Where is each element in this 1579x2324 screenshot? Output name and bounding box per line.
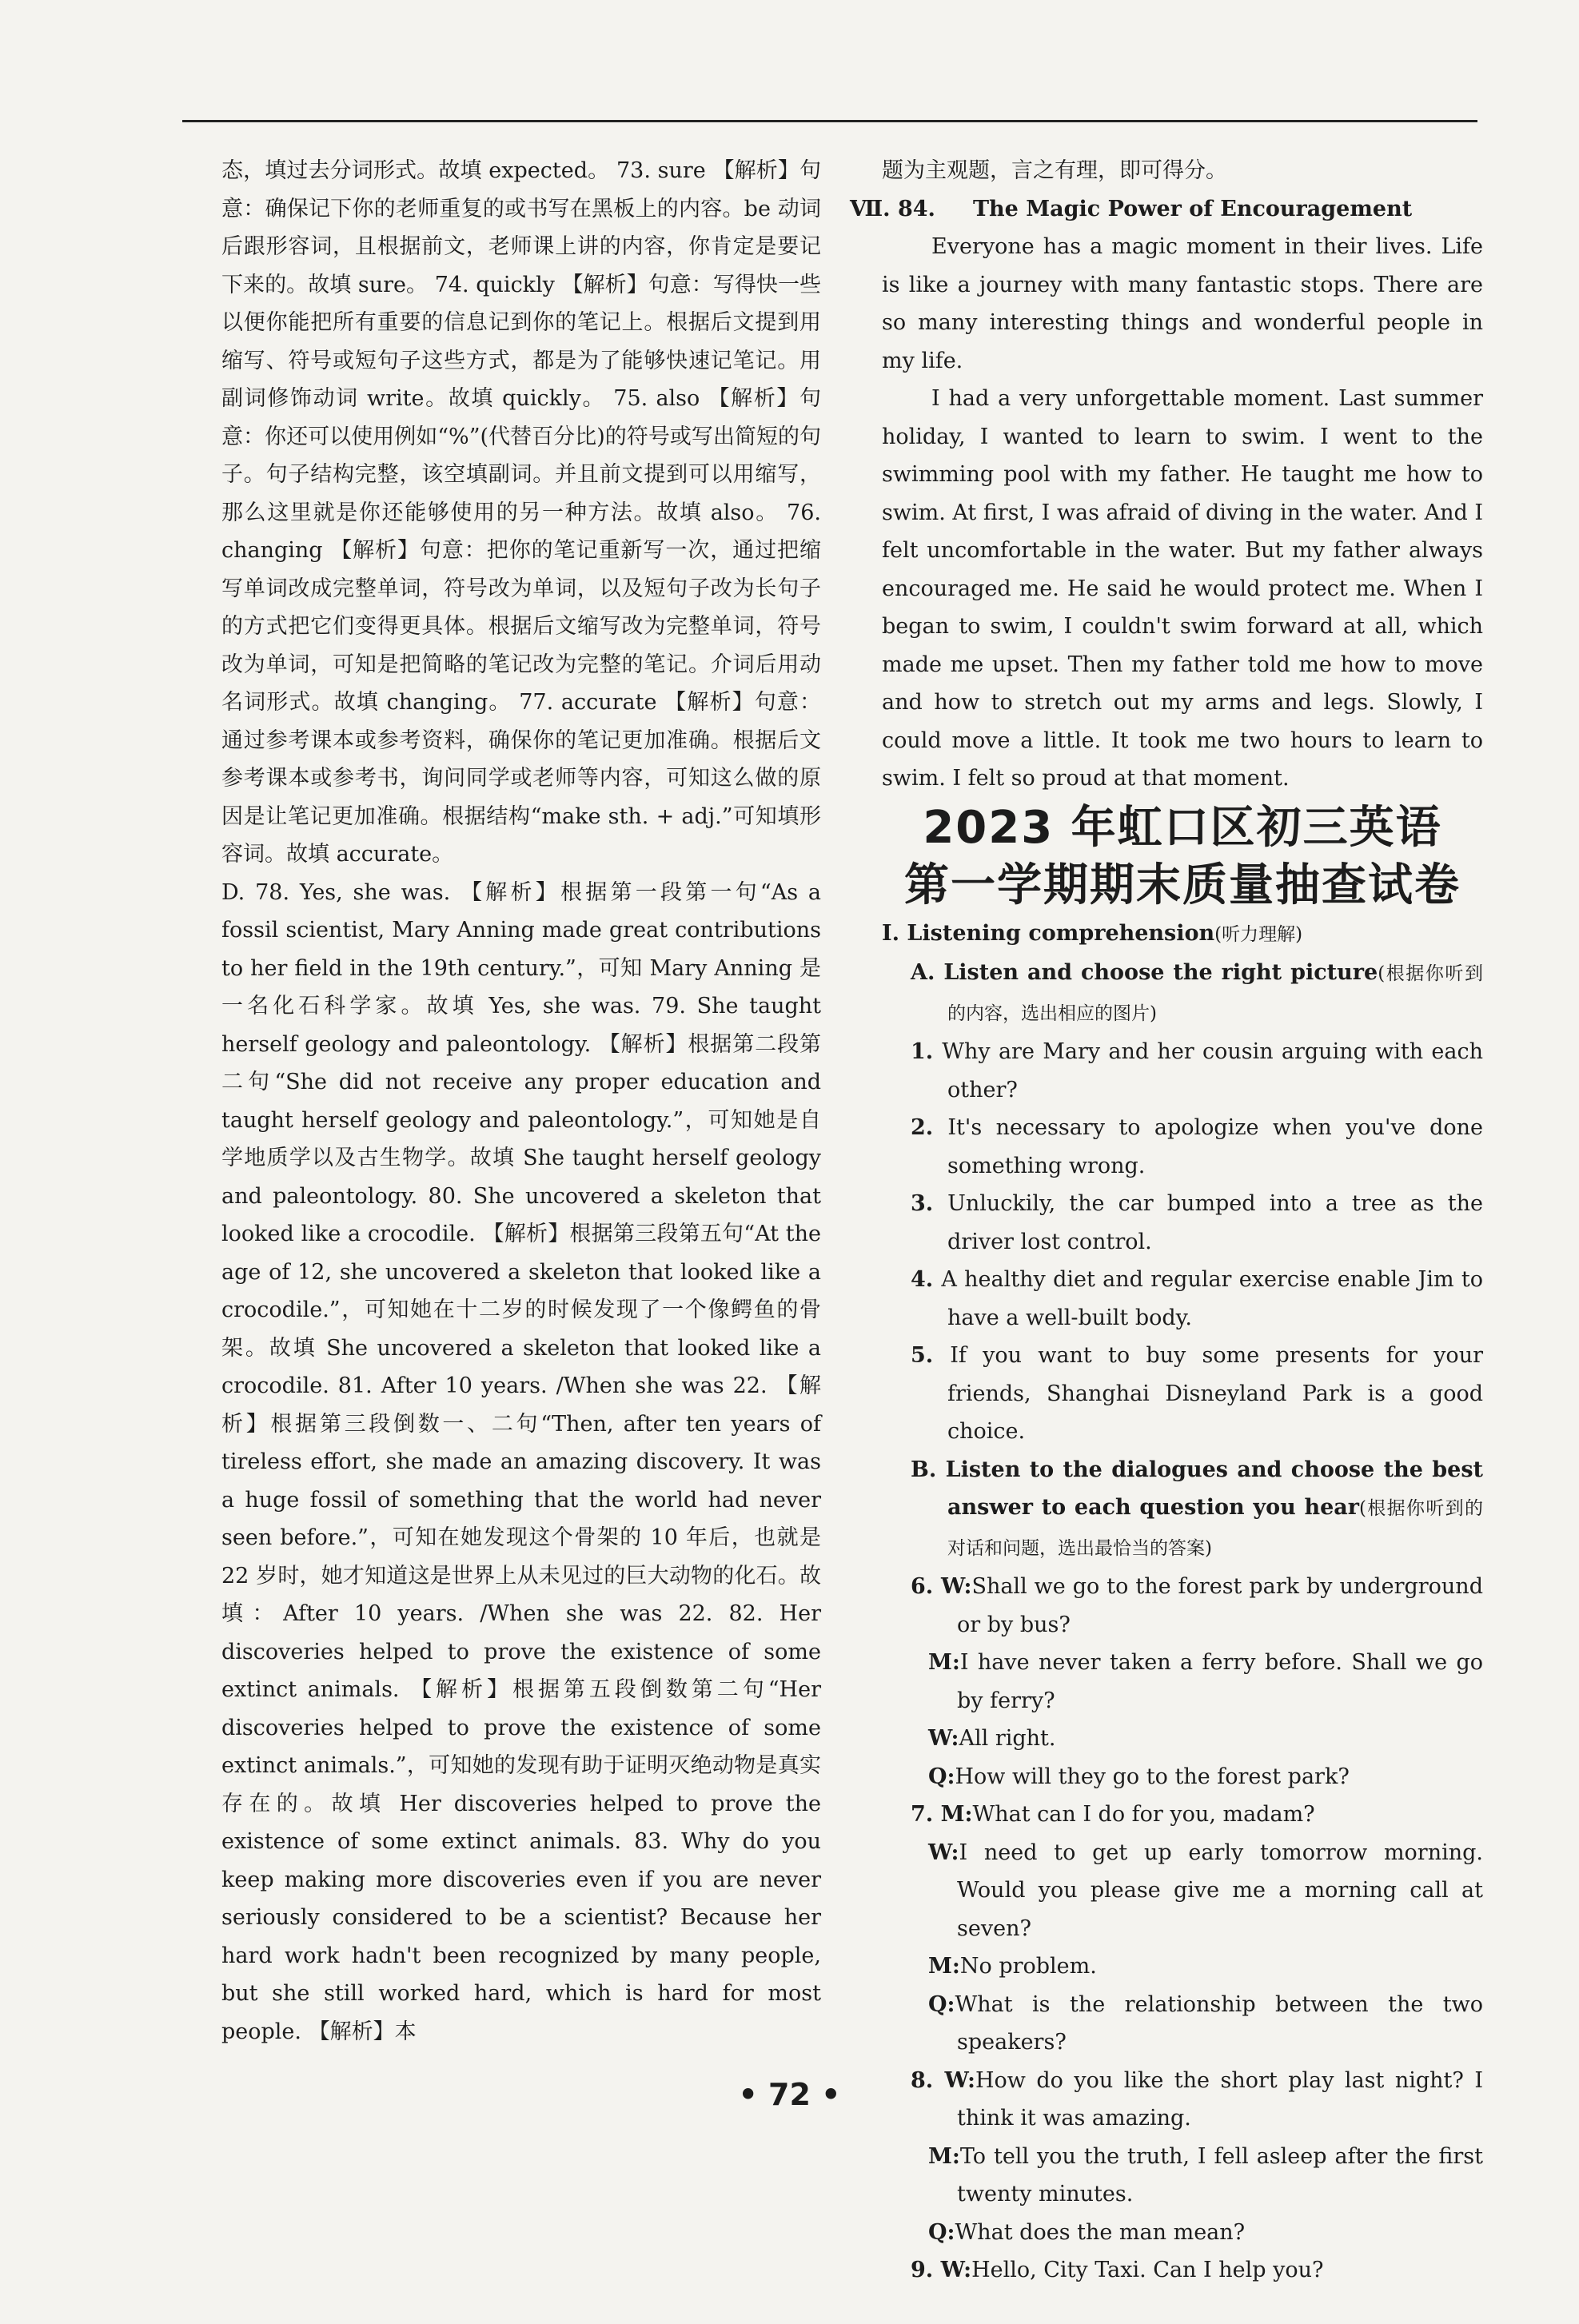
speaker-label: M: xyxy=(928,1954,960,1979)
question-text: A healthy diet and regular exercise enable Jim to have a well-built body. xyxy=(941,1267,1483,1330)
dialogue-line xyxy=(882,2251,1483,2290)
dialogue-line xyxy=(882,1568,1483,1644)
speaker-label: W: xyxy=(928,1726,959,1751)
part-a-heading: A. Listen and choose the right picture(根据你听到的内容，选出相应的图片) xyxy=(911,960,1484,1024)
dialogue-number: 8. xyxy=(911,2067,945,2093)
speaker-label: W: xyxy=(928,1840,959,1865)
dialogue-text: I need to get up early tomorrow morning. Would you please give me a morning call at seven? xyxy=(957,1840,1483,1941)
part-a-list xyxy=(882,1033,1483,1451)
essay-paragraph: I had a very unforgettable moment. Last summer holiday, I wanted to learn to swim. I went to the swimming pool with my father. He taught me how to swim. At first, I was afraid of diving in the water. And I felt uncomfortable in the water. But my father always encouraged me. He said he would protect me. When I began to swim, I couldn't swim forward at all, which made me upset. Then my father told me how to move and how to stretch out my arms and legs. Slowly, I could move a little. It took me two hours to learn to swim. I felt so proud at that moment. xyxy=(882,386,1483,791)
dialogue-text: How will they go to the forest park? xyxy=(955,1764,1350,1789)
question-item xyxy=(882,1337,1483,1451)
answer-explanations-c: 态，填过去分词形式。故填 expected。 73. sure 【解析】句意：确保记下你的老师重复的或书写在黑板上的内容。be 动词后跟形容词，且根据前文，老师课上讲的内容，你肯定是要记下来的。故填 sure。 74. quickly 【解析】句意：写得快一些以便你能把所有重要的信息记到你的笔记上。根据后文提到用缩写、符号或短句子这些方式，都是为了能够快速记笔记。用副词修饰动词 write。故填 quickly。 75. also 【解析】句意：你还可以使用例如“%”(代替百分比)的符号或写出简短的句子。句子结构完整，该空填副词。并且前文提到可以用缩写，那么这里就是你还能够使用的另一种方法。故填 also。 76. changing 【解析】句意：把你的笔记重新写一次，通过把缩写单词改成完整单词，符号改为单词，以及短句子改为长句子的方式把它们变得更具体。根据后文缩写改为完整单词，符号改为单词，可知是把简略的笔记改为完整的笔记。介词后用动名词形式。故填 changing。 77. accurate 【解析】句意：通过参考课本或参考资料，确保你的笔记更加准确。根据后文参考课本或参考书，询问同学或老师等内容，可知这么做的原因是让笔记更加准确。根据结构“make sth. + adj.”可知填形容词。故填 accurate。 xyxy=(221,158,821,867)
speaker-label: M: xyxy=(928,2143,960,2169)
dialogue-text: No problem. xyxy=(959,1954,1097,1979)
paper-title-line-2: 第一学期期末质量抽查试卷 xyxy=(904,859,1461,911)
part-b-heading: B. Listen to the dialogues and choose the best answer to each question you hear(根据你听到的对话和问题，选出最恰当的答案) xyxy=(911,1457,1483,1559)
question-item xyxy=(882,1109,1483,1185)
question-number: 2. xyxy=(911,1115,948,1140)
dialogue-line xyxy=(882,2138,1483,2214)
essay-title: The Magic Power of Encouragement xyxy=(972,196,1413,221)
speaker-label: Q: xyxy=(928,1991,955,2017)
dialogue-line xyxy=(882,1947,1483,1986)
dialogue-text: What is the relationship between the two speakers? xyxy=(955,1991,1483,2055)
part-b-list xyxy=(882,1568,1483,2290)
dialogue-line xyxy=(882,1644,1483,1720)
question-text: If you want to buy some presents for your friends, Shanghai Disneyland Park is a good choice. xyxy=(947,1343,1483,1444)
speaker-label: Q: xyxy=(928,1764,955,1789)
continuation-text: 题为主观题，言之有理，即可得分。 xyxy=(882,158,1227,183)
question-item xyxy=(882,1261,1483,1337)
answer-explanations-d: D. 78. Yes, she was. 【解析】根据第一段第一句“As a fossil scientist, Mary Anning made great contributions to her field in the 19th century.”，可知 Mary Anning 是一名化石科学家。故填 Yes, she was. 79. She taught herself geology and paleontology. 【解析】根据第二段第二句“She did not receive any proper education and taught herself geology and paleontology.”，可知她是自学地质学以及古生物学。故填 She taught herself geology and paleontology. 80. She uncovered a skeleton that looked like a crocodile. 【解析】根据第三段第五句“At the age of 12, she uncovered a skeleton that looked like a crocodile.”，可知她在十二岁的时候发现了一个像鳄鱼的骨架。故填 She uncovered a skeleton that looked like a crocodile. 81. After 10 years. /When she was 22. 【解析】根据第三段倒数一、二句“Then, after ten years of tireless effort, she made an amazing discovery. It was a huge fossil of something that the world had never seen before.”，可知在她发现这个骨架的 10 年后，也就是 22 岁时，她才知道这是世界上从未见过的巨大动物的化石。故填：After 10 years. /When she was 22. 82. Her discoveries helped to prove the existence of some extinct animals. 【解析】根据第五段倒数第二句“Her discoveries helped to prove the existence of some extinct animals.”，可知她的发现有助于证明灭绝动物是真实存在的。故填 Her discoveries helped to prove the existence of some extinct animals. 83. Why do you keep making more discoveries even if you are never seriously considered to be a scientist? Because her hard work hadn't been recognized by many people, but she still worked hard, which is hard for most people. 【解析】本 xyxy=(221,879,821,2044)
question-item xyxy=(882,1185,1483,1261)
dialogue-line xyxy=(882,1720,1483,1758)
paper-title-line-1: 2023 年虹口区初三英语 xyxy=(923,801,1442,854)
essay-paragraph: Everyone has a magic moment in their lives. Life is like a journey with many fantastic stops. There are so many interesting things and wonderful people in my life. xyxy=(882,234,1483,373)
speaker-label: Q: xyxy=(928,2219,955,2245)
right-column xyxy=(850,152,1484,2290)
question-item xyxy=(882,1033,1483,1109)
dialogue-text: How do you like the short play last night? I think it was amazing. xyxy=(957,2067,1483,2131)
question-text: Why are Mary and her cousin arguing with each other? xyxy=(942,1039,1483,1102)
section-number: Ⅶ. 84. xyxy=(850,196,935,221)
question-text: It's necessary to apologize when you've done something wrong. xyxy=(947,1115,1483,1178)
dialogue-line xyxy=(882,1834,1483,1948)
left-column xyxy=(221,152,821,2051)
paper-title xyxy=(882,799,1483,915)
dialogue-number: 7. xyxy=(911,1802,941,1827)
question-text: Unluckily, the car bumped into a tree as the driver lost control. xyxy=(947,1191,1484,1254)
dialogue-text: What does the man mean? xyxy=(955,2219,1246,2245)
part-one-heading: Ⅰ. Listening comprehension(听力理解) xyxy=(882,920,1303,946)
dialogue-text: Hello, City Taxi. Can I help you? xyxy=(971,2258,1324,2282)
dialogue-text: All right. xyxy=(959,1726,1056,1751)
question-number: 3. xyxy=(911,1191,948,1216)
dialogue-text: To tell you the truth, I fell asleep after the first twenty minutes. xyxy=(957,2143,1483,2206)
speaker-label: W: xyxy=(944,2067,975,2093)
speaker-label: M: xyxy=(940,1802,973,1827)
header-rule xyxy=(182,120,1477,122)
dialogue-line xyxy=(882,1796,1483,1834)
speaker-label: W: xyxy=(940,2258,972,2282)
dialogue-number: 6. xyxy=(911,1574,941,1599)
dialogue-text: Shall we go to the forest park by underground or by bus? xyxy=(957,1574,1483,1637)
dialogue-line xyxy=(882,2214,1483,2252)
dialogue-number: 9. xyxy=(911,2258,941,2282)
question-number: 1. xyxy=(911,1039,943,1064)
dialogue-line xyxy=(882,1758,1483,1796)
dialogue-text: I have never taken a ferry before. Shall we go by ferry? xyxy=(957,1650,1483,1713)
essay-heading xyxy=(850,190,1483,229)
dialogue-text: What can I do for you, madam? xyxy=(972,1802,1315,1827)
question-number: 4. xyxy=(911,1267,942,1292)
page-number: • 72 • xyxy=(738,2077,841,2112)
speaker-label: W: xyxy=(940,1574,972,1599)
speaker-label: M: xyxy=(928,1650,960,1675)
dialogue-line xyxy=(882,1986,1483,2062)
question-number: 5. xyxy=(911,1343,951,1368)
